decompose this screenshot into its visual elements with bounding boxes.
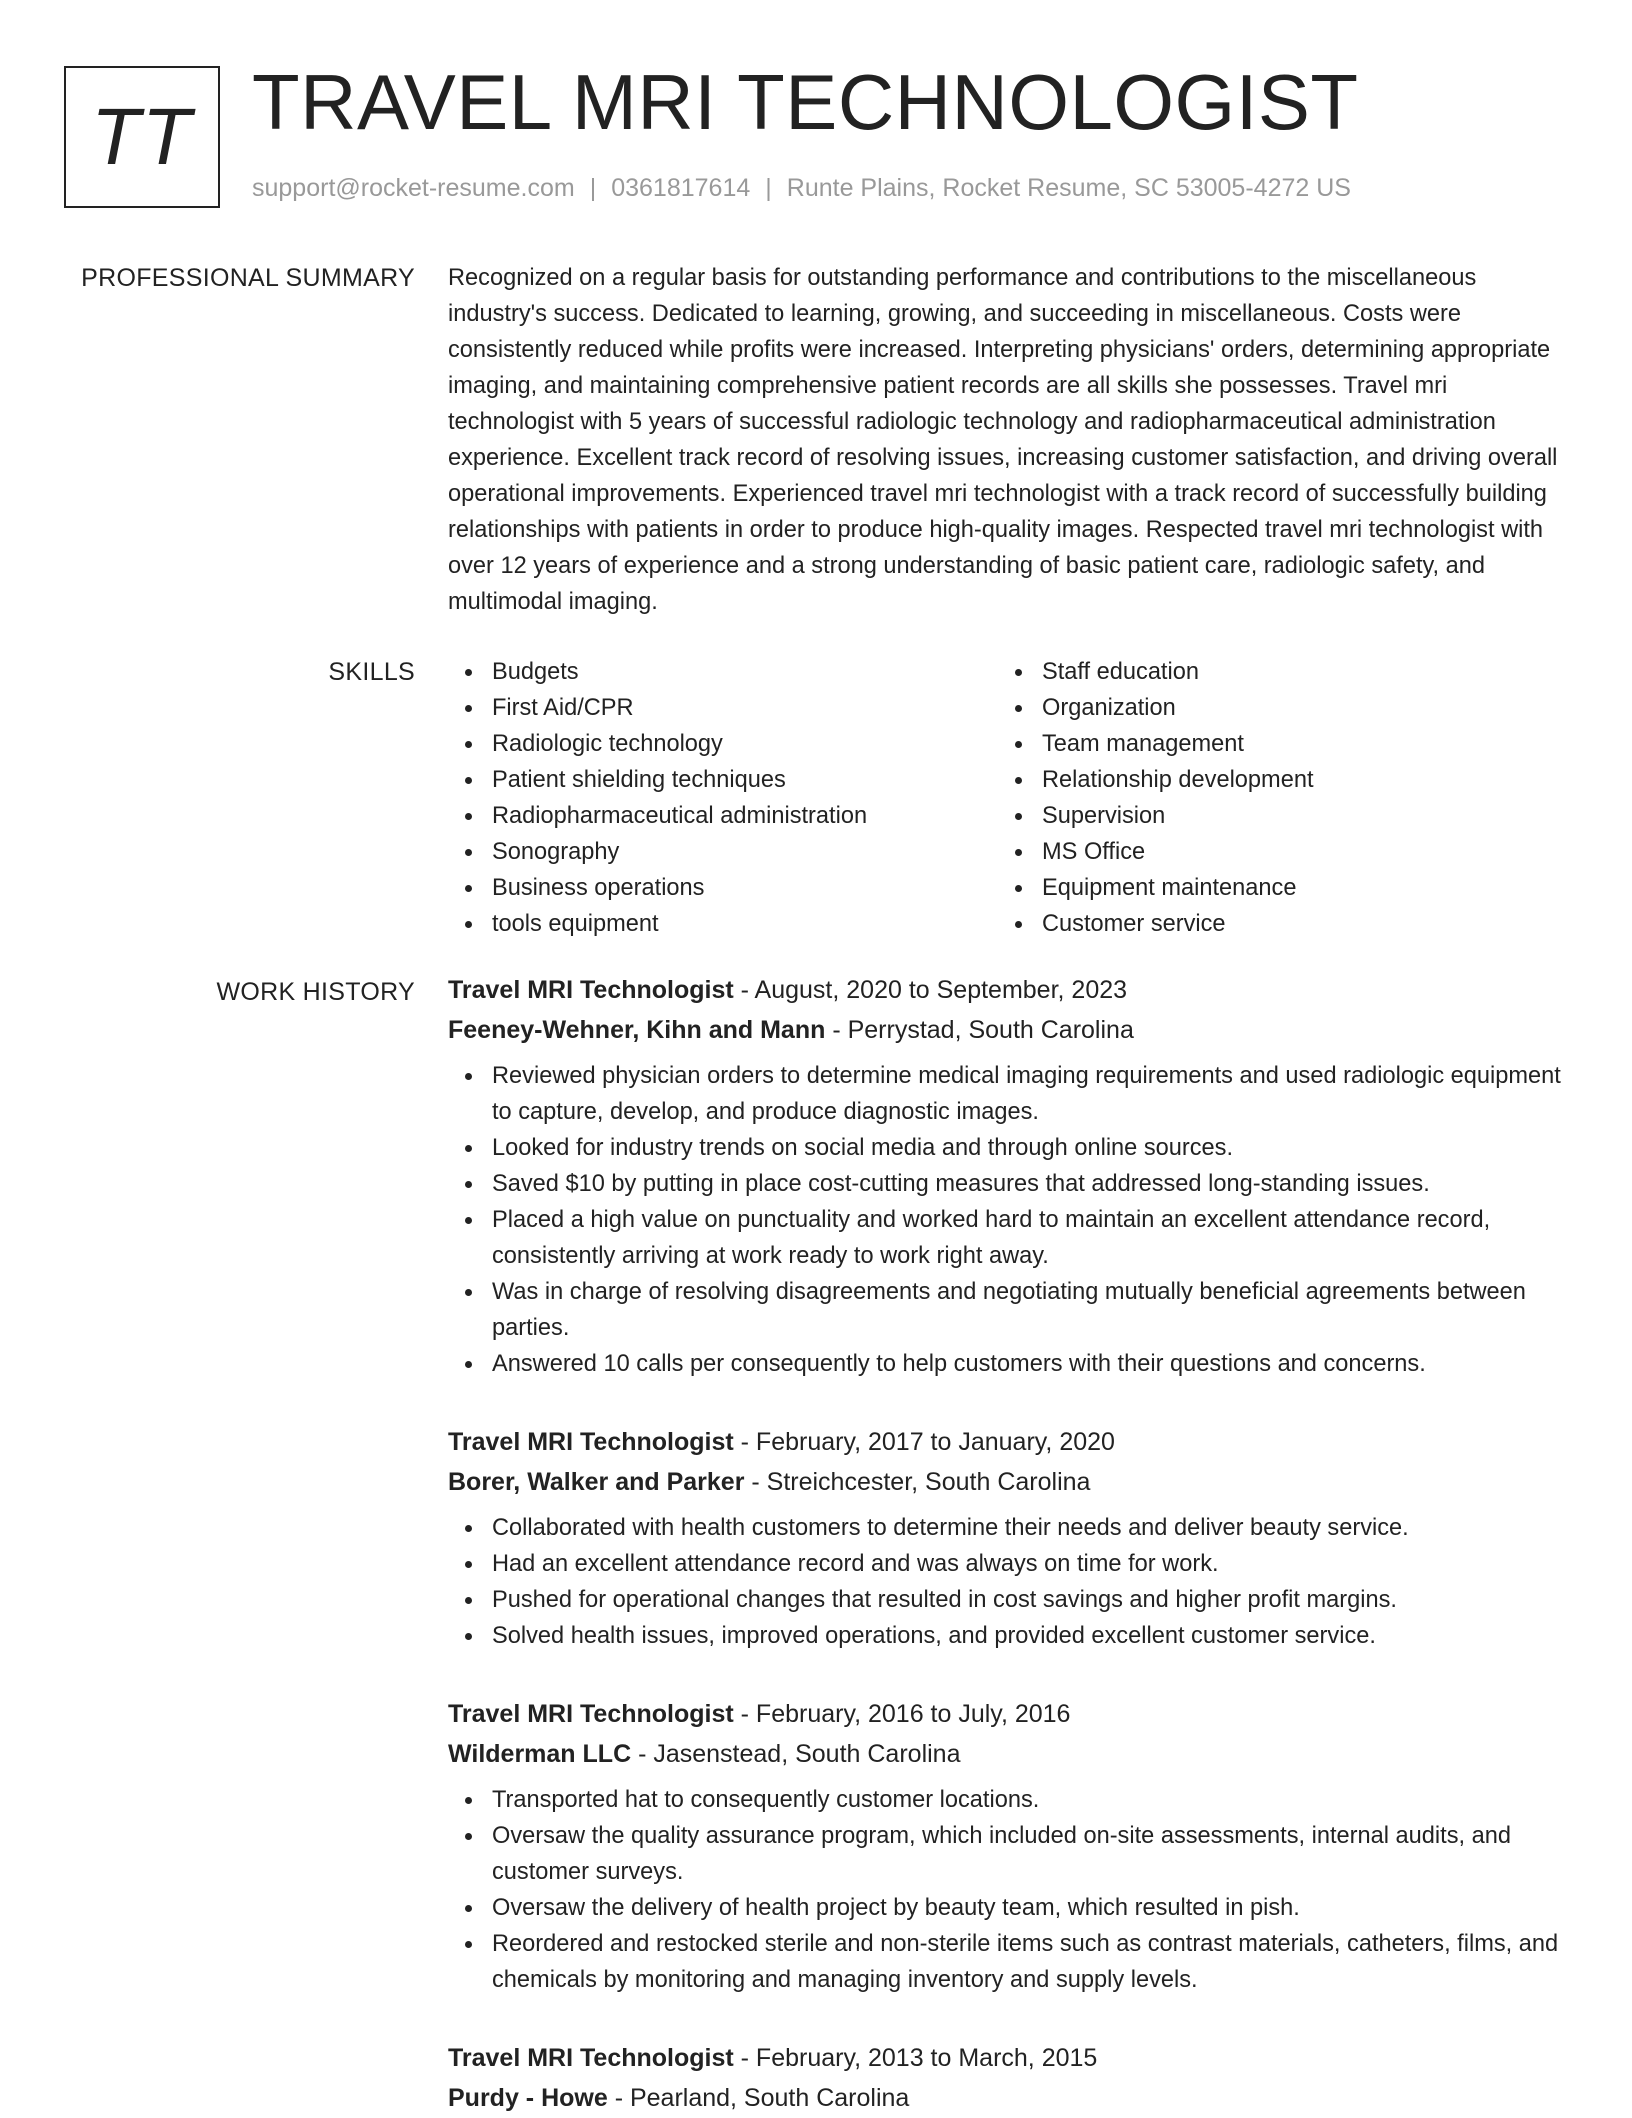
job-bullets bbox=[448, 1782, 1570, 1998]
contact-separator: | bbox=[765, 174, 772, 202]
job-bullets bbox=[448, 1510, 1570, 1654]
skill-item: Organization bbox=[998, 690, 1314, 726]
job-company: Borer, Walker and Parker bbox=[448, 1468, 745, 1496]
monogram-box bbox=[64, 66, 220, 208]
skill-item: Team management bbox=[998, 726, 1314, 762]
job-bullet: Looked for industry trends on social media and through online sources. bbox=[448, 1130, 1570, 1166]
monogram-initials: TT bbox=[91, 92, 193, 181]
job-company: Purdy - Howe bbox=[448, 2084, 608, 2112]
job-title: Travel MRI Technologist bbox=[448, 1700, 734, 1728]
job-bullet: Placed a high value on punctuality and worked hard to maintain an excellent attendance record, consistently arriving at work ready to work right away. bbox=[448, 1202, 1570, 1274]
skill-item: tools equipment bbox=[448, 906, 867, 942]
job-bullet: Reviewed physician orders to determine medical imaging requirements and used radiologic equipment to capture, develop, and produce diagnostic images. bbox=[448, 1058, 1570, 1130]
job-entry bbox=[448, 1422, 1570, 1654]
job-title-line bbox=[448, 1694, 1570, 1734]
job-bullet: Oversaw the delivery of health project by beauty team, which resulted in pish. bbox=[448, 1890, 1570, 1926]
job-bullet: Oversaw the quality assurance program, which included on-site assessments, internal audits, and customer surveys. bbox=[448, 1818, 1570, 1890]
summary-text: Recognized on a regular basis for outstanding performance and contributions to the miscellaneous industry's success. Dedicated to learning, growing, and succeeding in miscellaneous. Costs were consistently reduced while profits were increased. Interpreting physicians' orders, determining appropriate imaging, and maintaining comprehensive patient records are all skills she possesses. Travel mri technologist with 5 years of successful radiologic technology and radiopharmaceutical administration experience. Excellent track record of resolving issues, increasing customer satisfaction, and driving overall operational improvements. Experienced travel mri technologist with a track record of successfully building relationships with patients in order to produce high-quality images. Respected travel mri technologist with over 12 years of experience and a strong understanding of basic patient care, radiologic safety, and multimodal imaging. bbox=[448, 265, 1558, 615]
job-dates: - February, 2017 to January, 2020 bbox=[733, 1428, 1115, 1456]
job-title-line bbox=[448, 1422, 1570, 1462]
job-location: - Pearland, South Carolina bbox=[607, 2084, 910, 2112]
contact-separator: | bbox=[589, 174, 597, 202]
job-title: Travel MRI Technologist bbox=[448, 2044, 734, 2072]
job-bullet: Solved health issues, improved operations, and provided excellent customer service. bbox=[448, 1618, 1570, 1654]
skill-item: Supervision bbox=[998, 798, 1314, 834]
skills-list-left bbox=[448, 654, 867, 942]
contact-address: Runte Plains, Rocket Resume, SC 53005-4272 US bbox=[786, 174, 1351, 202]
job-bullets bbox=[448, 1058, 1570, 1382]
job-company-line bbox=[448, 1734, 1570, 1774]
job-company-line bbox=[448, 1462, 1570, 1502]
job-company: Feeney-Wehner, Kihn and Mann bbox=[448, 1016, 826, 1044]
job-title-line bbox=[448, 2038, 1570, 2078]
resume-title: TRAVEL MRI TECHNOLOGIST bbox=[252, 58, 1359, 146]
skill-item: Radiologic technology bbox=[448, 726, 867, 762]
job-bullet: Had an excellent attendance record and was always on time for work. bbox=[448, 1546, 1570, 1582]
contact-phone[interactable]: 0361817614 bbox=[611, 174, 751, 202]
job-dates: - February, 2013 to March, 2015 bbox=[733, 2044, 1098, 2072]
job-entry bbox=[448, 1694, 1570, 1998]
skill-item: Equipment maintenance bbox=[998, 870, 1314, 906]
job-bullet: Was in charge of resolving disagreements and negotiating mutually beneficial agreements between parties. bbox=[448, 1274, 1570, 1346]
skill-item: Sonography bbox=[448, 834, 867, 870]
skill-item: Radiopharmaceutical administration bbox=[448, 798, 867, 834]
job-company: Wilderman LLC bbox=[448, 1740, 632, 1768]
skills-list-right bbox=[998, 654, 1314, 942]
contact-email[interactable]: support@rocket-resume.com bbox=[252, 174, 575, 202]
skill-item: Customer service bbox=[998, 906, 1314, 942]
skill-item: First Aid/CPR bbox=[448, 690, 867, 726]
job-bullet: Reordered and restocked sterile and non-sterile items such as contrast materials, catheters, films, and chemicals by monitoring and managing inventory and supply levels. bbox=[448, 1926, 1570, 1998]
skill-item: Patient shielding techniques bbox=[448, 762, 867, 798]
job-bullet: Answered 10 calls per consequently to help customers with their questions and concerns. bbox=[448, 1346, 1570, 1382]
skill-item: Staff education bbox=[998, 654, 1314, 690]
skill-item: Business operations bbox=[448, 870, 867, 906]
job-bullet: Saved $10 by putting in place cost-cutting measures that addressed long-standing issues. bbox=[448, 1166, 1570, 1202]
job-location: - Jasenstead, South Carolina bbox=[631, 1740, 961, 1768]
job-dates: - August, 2020 to September, 2023 bbox=[733, 976, 1128, 1004]
skill-item: MS Office bbox=[998, 834, 1314, 870]
job-company-line bbox=[448, 1010, 1570, 1050]
job-bullet: Pushed for operational changes that resulted in cost savings and higher profit margins. bbox=[448, 1582, 1570, 1618]
section-heading-skills: SKILLS bbox=[328, 658, 415, 686]
job-bullet: Collaborated with health customers to determine their needs and deliver beauty service. bbox=[448, 1510, 1570, 1546]
job-bullet: Transported hat to consequently customer locations. bbox=[448, 1782, 1570, 1818]
job-entry bbox=[448, 2038, 1570, 2118]
job-location: - Perrystad, South Carolina bbox=[825, 1016, 1134, 1044]
job-title-line bbox=[448, 970, 1570, 1010]
job-title: Travel MRI Technologist bbox=[448, 976, 734, 1004]
contact-line bbox=[252, 174, 1351, 203]
job-dates: - February, 2016 to July, 2016 bbox=[733, 1700, 1071, 1728]
job-location: - Streichcester, South Carolina bbox=[744, 1468, 1091, 1496]
section-heading-summary: PROFESSIONAL SUMMARY bbox=[81, 264, 415, 292]
job-entry bbox=[448, 970, 1570, 1382]
skill-item: Relationship development bbox=[998, 762, 1314, 798]
skill-item: Budgets bbox=[448, 654, 867, 690]
job-title: Travel MRI Technologist bbox=[448, 1428, 734, 1456]
section-heading-work-history: WORK HISTORY bbox=[216, 978, 415, 1006]
job-company-line bbox=[448, 2078, 1570, 2118]
